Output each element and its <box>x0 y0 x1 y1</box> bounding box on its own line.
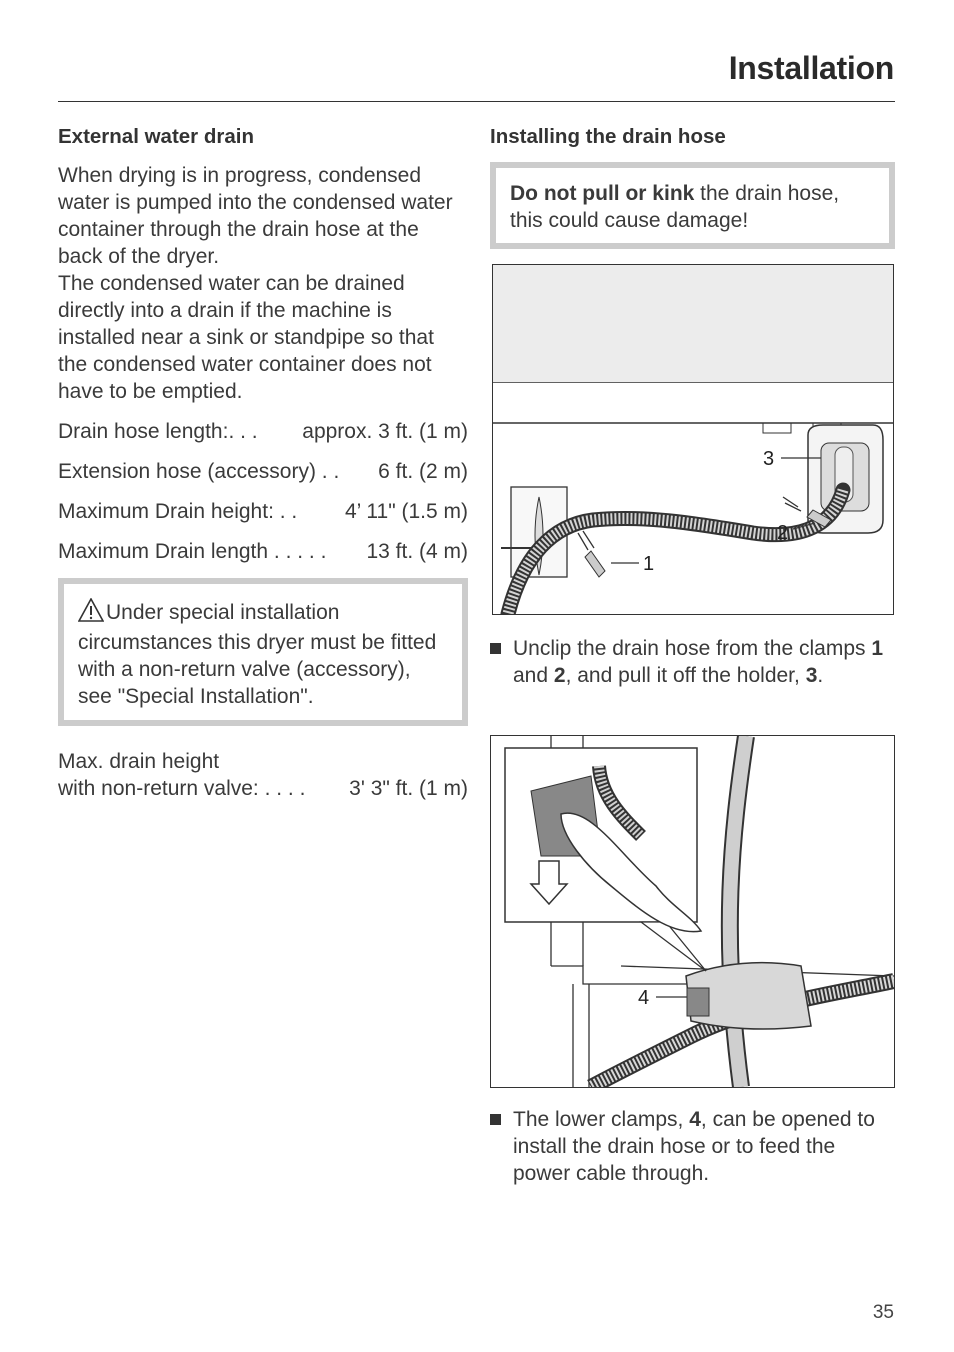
figure-label-1: 1 <box>643 553 655 575</box>
left-column <box>58 124 468 815</box>
warning-text: Under special installation circumstances this dryer must be fitted with a non-return valve (accessory), see "Special Installation". <box>78 601 437 708</box>
warning-box <box>58 578 468 726</box>
figure-label-2: 2 <box>777 522 789 544</box>
page-title: Installation <box>728 50 894 86</box>
section-heading-external-drain: External water drain <box>58 125 254 148</box>
text-part: . <box>817 664 824 687</box>
ref-3: 3 <box>805 664 818 687</box>
ref-1: 1 <box>871 637 884 660</box>
page-number: 35 <box>872 1302 894 1323</box>
spec-drain-hose-length <box>58 418 468 445</box>
figure-label-3: 3 <box>763 448 775 470</box>
text-part: , and pull it off the holder, <box>565 664 806 687</box>
instruction-text <box>513 1106 895 1187</box>
figure-lower-clamp <box>490 735 895 1088</box>
figure-label-4: 4 <box>638 987 650 1009</box>
caution-text: the drain hose, this could cause damage! <box>510 182 840 232</box>
ref-2: 2 <box>553 664 566 687</box>
bullet-square-icon <box>490 1114 501 1125</box>
header-divider <box>58 101 895 102</box>
spec-label: Extension hose (accessory) . . <box>58 460 340 483</box>
section-heading-installing-hose: Installing the drain hose <box>490 125 726 148</box>
max-drain-height-label: Max. drain height <box>58 750 220 773</box>
text-part: Unclip the drain hose from the clamps <box>513 637 872 660</box>
spec-value: 3' 3" ft. (1 m) <box>349 777 468 800</box>
drain-paragraph: The condensed water can be drained directly into a drain if the machine is installed near a sink or standpipe so that the condensed water container does not have to be emptied. <box>58 272 434 403</box>
figure-drain-hose-clamps <box>492 264 894 615</box>
intro-paragraph: When drying is in progress, condensed water is pumped into the condensed water container through the drain hose at the back of the dryer. <box>58 164 453 268</box>
ref-4: 4 <box>689 1108 701 1131</box>
instruction-unclip <box>490 635 895 689</box>
right-column <box>490 124 895 269</box>
spec-max-drain-height <box>58 498 468 525</box>
instruction-lower-clamps <box>490 1106 895 1187</box>
text-part: The lower clamps, <box>513 1108 690 1131</box>
spec-label: Maximum Drain height: . . <box>58 500 298 523</box>
spec-max-drain-length <box>58 538 468 565</box>
warning-icon <box>78 598 104 629</box>
spec-label: Drain hose length:. . . <box>58 420 258 443</box>
spec-value: approx. 3 ft. (1 m) <box>302 420 468 443</box>
instruction-text <box>513 635 895 689</box>
spec-value: 4’ 11" (1.5 m) <box>345 500 468 523</box>
caution-bold: Do not pull or kink <box>510 182 695 205</box>
spec-label: Maximum Drain length . . . . . <box>58 540 327 563</box>
bullet-square-icon <box>490 643 501 654</box>
spec-value: 13 ft. (4 m) <box>366 540 468 563</box>
caution-box <box>490 162 895 249</box>
text-part: and <box>513 664 554 687</box>
spec-nonreturn-height <box>58 775 468 802</box>
spec-extension-hose <box>58 458 468 485</box>
spec-label: with non-return valve: . . . . <box>58 777 306 800</box>
spec-value: 6 ft. (2 m) <box>378 460 468 483</box>
text-part: , can be opened to install the drain hose or to feed the power cable through. <box>513 1108 875 1185</box>
